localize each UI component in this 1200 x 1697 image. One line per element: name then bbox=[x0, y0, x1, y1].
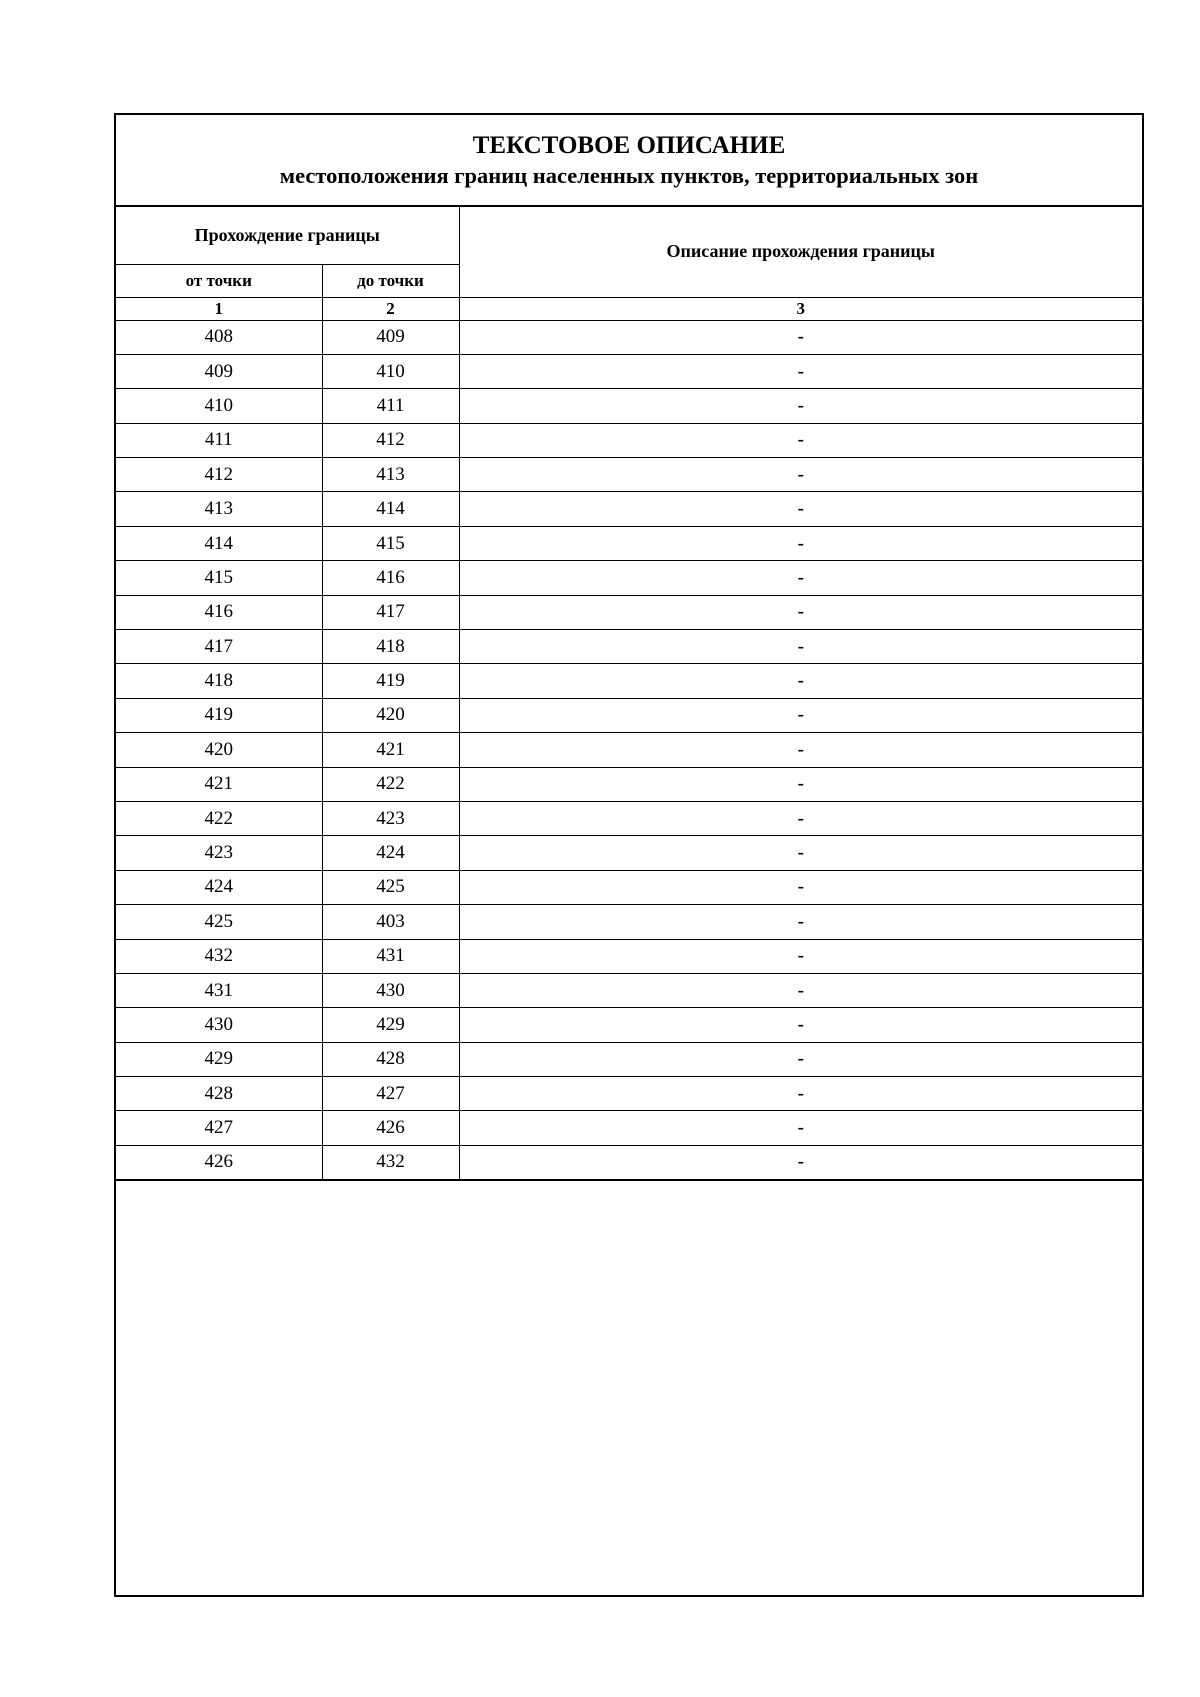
table-row bbox=[116, 1077, 1142, 1111]
cell-from-point: 415 bbox=[116, 561, 322, 595]
table-header bbox=[116, 207, 1142, 320]
cell-from-point: 426 bbox=[116, 1145, 322, 1179]
table-row bbox=[116, 973, 1142, 1007]
cell-to-point: 409 bbox=[322, 320, 459, 354]
cell-description: - bbox=[459, 492, 1142, 526]
table-row bbox=[116, 733, 1142, 767]
table-row bbox=[116, 561, 1142, 595]
cell-from-point: 424 bbox=[116, 870, 322, 904]
cell-description: - bbox=[459, 767, 1142, 801]
cell-from-point: 416 bbox=[116, 595, 322, 629]
cell-to-point: 417 bbox=[322, 595, 459, 629]
cell-description: - bbox=[459, 561, 1142, 595]
table-row bbox=[116, 1111, 1142, 1145]
cell-from-point: 428 bbox=[116, 1077, 322, 1111]
cell-to-point: 412 bbox=[322, 423, 459, 457]
column-number-2: 2 bbox=[322, 297, 459, 320]
cell-from-point: 419 bbox=[116, 698, 322, 732]
cell-to-point: 419 bbox=[322, 664, 459, 698]
table-row bbox=[116, 492, 1142, 526]
table-row bbox=[116, 801, 1142, 835]
cell-from-point: 421 bbox=[116, 767, 322, 801]
cell-description: - bbox=[459, 389, 1142, 423]
table-row bbox=[116, 664, 1142, 698]
cell-to-point: 429 bbox=[322, 1008, 459, 1042]
cell-description: - bbox=[459, 973, 1142, 1007]
cell-description: - bbox=[459, 458, 1142, 492]
table-row bbox=[116, 1145, 1142, 1179]
cell-from-point: 422 bbox=[116, 801, 322, 835]
cell-from-point: 427 bbox=[116, 1111, 322, 1145]
cell-from-point: 409 bbox=[116, 354, 322, 388]
table-row bbox=[116, 526, 1142, 560]
cell-from-point: 420 bbox=[116, 733, 322, 767]
header-row-numbers bbox=[116, 297, 1142, 320]
table-row bbox=[116, 939, 1142, 973]
cell-to-point: 423 bbox=[322, 801, 459, 835]
table-row bbox=[116, 767, 1142, 801]
cell-from-point: 418 bbox=[116, 664, 322, 698]
cell-description: - bbox=[459, 1145, 1142, 1179]
cell-to-point: 413 bbox=[322, 458, 459, 492]
cell-description: - bbox=[459, 870, 1142, 904]
cell-description: - bbox=[459, 1077, 1142, 1111]
cell-description: - bbox=[459, 630, 1142, 664]
cell-description: - bbox=[459, 354, 1142, 388]
document-title: ТЕКСТОВОЕ ОПИСАНИЕ bbox=[472, 132, 786, 159]
header-description: Описание прохождения границы bbox=[459, 207, 1142, 297]
cell-to-point: 430 bbox=[322, 973, 459, 1007]
cell-from-point: 412 bbox=[116, 458, 322, 492]
cell-from-point: 432 bbox=[116, 939, 322, 973]
cell-from-point: 408 bbox=[116, 320, 322, 354]
cell-description: - bbox=[459, 526, 1142, 560]
cell-description: - bbox=[459, 1008, 1142, 1042]
cell-description: - bbox=[459, 423, 1142, 457]
table-row bbox=[116, 836, 1142, 870]
header-to-point: до точки bbox=[322, 264, 459, 297]
cell-from-point: 429 bbox=[116, 1042, 322, 1076]
cell-to-point: 425 bbox=[322, 870, 459, 904]
document-frame bbox=[114, 113, 1144, 1597]
table-row bbox=[116, 595, 1142, 629]
cell-description: - bbox=[459, 801, 1142, 835]
cell-to-point: 427 bbox=[322, 1077, 459, 1111]
cell-from-point: 410 bbox=[116, 389, 322, 423]
table-row bbox=[116, 870, 1142, 904]
cell-description: - bbox=[459, 320, 1142, 354]
cell-from-point: 430 bbox=[116, 1008, 322, 1042]
cell-from-point: 413 bbox=[116, 492, 322, 526]
table-row bbox=[116, 389, 1142, 423]
column-number-1: 1 bbox=[116, 297, 322, 320]
table-row bbox=[116, 698, 1142, 732]
cell-to-point: 411 bbox=[322, 389, 459, 423]
table-row bbox=[116, 630, 1142, 664]
cell-to-point: 418 bbox=[322, 630, 459, 664]
table-row bbox=[116, 458, 1142, 492]
cell-to-point: 432 bbox=[322, 1145, 459, 1179]
boundary-table bbox=[116, 207, 1142, 1181]
document-subtitle: местоположения границ населенных пунктов, территориальных зон bbox=[279, 163, 979, 188]
table-body bbox=[116, 320, 1142, 1180]
table-row bbox=[116, 1042, 1142, 1076]
table-row bbox=[116, 423, 1142, 457]
cell-to-point: 431 bbox=[322, 939, 459, 973]
cell-to-point: 414 bbox=[322, 492, 459, 526]
cell-to-point: 422 bbox=[322, 767, 459, 801]
cell-to-point: 424 bbox=[322, 836, 459, 870]
cell-description: - bbox=[459, 664, 1142, 698]
header-row-group bbox=[116, 207, 1142, 264]
cell-from-point: 414 bbox=[116, 526, 322, 560]
cell-from-point: 423 bbox=[116, 836, 322, 870]
cell-description: - bbox=[459, 595, 1142, 629]
header-boundary-passage: Прохождение границы bbox=[116, 207, 459, 264]
cell-to-point: 403 bbox=[322, 905, 459, 939]
cell-to-point: 415 bbox=[322, 526, 459, 560]
cell-description: - bbox=[459, 939, 1142, 973]
column-number-3: 3 bbox=[459, 297, 1142, 320]
cell-to-point: 421 bbox=[322, 733, 459, 767]
cell-to-point: 416 bbox=[322, 561, 459, 595]
title-block bbox=[116, 115, 1142, 207]
cell-description: - bbox=[459, 733, 1142, 767]
header-from-point: от точки bbox=[116, 264, 322, 297]
table-row bbox=[116, 1008, 1142, 1042]
cell-to-point: 410 bbox=[322, 354, 459, 388]
cell-to-point: 420 bbox=[322, 698, 459, 732]
cell-description: - bbox=[459, 836, 1142, 870]
table-row bbox=[116, 320, 1142, 354]
cell-to-point: 428 bbox=[322, 1042, 459, 1076]
cell-from-point: 431 bbox=[116, 973, 322, 1007]
cell-from-point: 425 bbox=[116, 905, 322, 939]
cell-to-point: 426 bbox=[322, 1111, 459, 1145]
cell-from-point: 417 bbox=[116, 630, 322, 664]
cell-from-point: 411 bbox=[116, 423, 322, 457]
cell-description: - bbox=[459, 698, 1142, 732]
cell-description: - bbox=[459, 1111, 1142, 1145]
cell-description: - bbox=[459, 1042, 1142, 1076]
cell-description: - bbox=[459, 905, 1142, 939]
table-row bbox=[116, 354, 1142, 388]
table-row bbox=[116, 905, 1142, 939]
